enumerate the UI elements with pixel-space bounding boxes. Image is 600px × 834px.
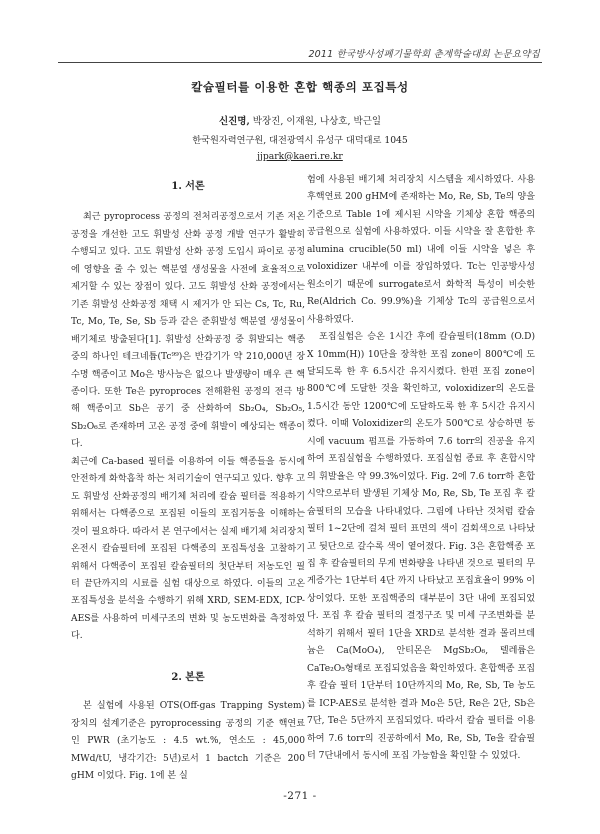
section-heading-body: 2. 본론 xyxy=(171,671,205,683)
affiliation: 한국원자력연구원, 대전광역시 유성구 대덕대로 1045 xyxy=(192,135,408,146)
author-line xyxy=(0,113,600,127)
paper-title: 칼슘필터를 이용한 혼합 핵종의 포집특성 xyxy=(191,80,409,94)
contact-email[interactable]: jjpark@kaeri.re.kr xyxy=(257,151,343,162)
section-heading-intro: 1. 서론 xyxy=(171,181,205,192)
intro-paragraph-1: 최근 pyroprocess 공정의 전처리공정으로서 기존 저온 공정을 개선한 고도 휘발성 산화 공정 개발 연구가 활발히 수행되고 있다. 고도 휘발성 산화 공정 도입시 파이로 공정에 영향을 줄 수 있는 핵분열 생성물을 사전에 효율적으로 제거할 수 있는 장점이 있다. 고도 휘발성 산화 공정에서는 기존 휘발성 산화공정 채택 시 제거가 안 되는 Cs, Tc, Ru, Tc, Mo, Te, Se, Sb 등과 같은 준휘발성 핵분열 생성물이 배기체로 방출된다[1]. 휘발성 산화공정 중 휘발되는 핵종 중의 하나인 테크네튬(Tc⁹⁹)은 반감기가 약 210,000년 장수명 핵종이고 Mo은 방사능은 없으나 발생량이 매우 큰 핵종이다. 또한 Te은 pyroproces 전해환원 공정의 전극 방해 핵종이고 Sb은 공기 중 산화하여 Sb₂O₄, Sb₂O₅, Sb₂O₆로 존재하며 고온 공정 중에 휘발이 예상되는 핵종이다. xyxy=(71,212,305,450)
body-paragraph-1: 본 실험에 사용된 OTS(Off-gas Trapping System) 장치의 설계기준은 pyroprocessing 공정의 기준 핵연료인 PWR (초기농도 : 4.5 wt.%, 연소도 : 45,000 MWd/tU, 냉각기간: 5년)로서 1 bactch 기준은 200 gHM 이었다. Fig. 1에 본 실 xyxy=(71,701,305,782)
right-column xyxy=(307,172,535,765)
body-paragraph-1-continued: 험에 사용된 배기체 처리장치 시스템을 제시하였다. 사용후핵연료 200 gHM에 존재하는 Mo, Re, Sb, Te의 양을 기준으로 Table 1에 제시된 시약을 기체상 혼합 핵종의 공급원으로 실험에 사용하였다. 이들 시약을 잘 혼합한 후 alumina crucible(50 ml) 내에 이들 시약을 넣은 후 voloxidizer 내부에 이를 장입하였다. Tc는 인공방사성 원소이기 때문에 surrogate로서 화학적 특성이 비슷한 Re(Aldrich Co. 99.9%)을 기체상 Tc의 공급원으로서 사용하였다. xyxy=(307,175,535,325)
co-authors: 박장진, 이재원, 나상호, 박근일 xyxy=(249,116,382,127)
intro-paragraph-2: 최근에 Ca-based 필터를 이용하여 이들 핵종들을 동시에 안전하게 화학흡착 하는 처리기술이 연구되고 있다. 향후 고도 휘발성 산화공정의 배기체 처리에 칼슘 필터를 적용하기 위해서는 다핵종으로 포집된 이들의 포집거동을 이해하는 것이 필요하다. 따라서 본 연구에서는 실제 배기체 처리장치 온전시 칼슘필터에 포집된 다핵종의 포집특성을 고찰하기 위해서 다핵종이 포집된 칼슘필터의 첫단부터 저농도인 필터 끝단까지의 시료를 실험 대상으로 하였다. 이들의 고온 포집특성을 분석을 수행하기 위해 XRD, SEM-EDX, ICP-AES를 사용하여 미세구조의 변화 및 농도변화를 측정하였다. xyxy=(71,456,305,642)
page-number: -271 - xyxy=(283,790,317,802)
header-rule xyxy=(58,62,542,63)
running-header: 2011 한국방사성폐기물학회 춘계학술대회 논문요약집 xyxy=(308,49,540,60)
lead-author: 신진명, xyxy=(218,116,250,127)
body-paragraph-2: 포집실험은 승온 1시간 후에 칼슘필터(18mm (O.D) X 10mm(H)) 10단을 장착한 포집 zone이 800℃에 도달되도록 한 후 6.5시간 유지시켰다. 한편 포집 zone이 800℃에 도달한 것을 확인하고, voloxidizer의 온도를 1.5시간 동안 1200℃에 도달하도록 한 후 5시간 유지시켰다. 이때 Voloxidizer의 온도가 500℃로 상승하면 동시에 vacuum 펌프를 가동하여 7.6 torr의 진공을 유지하여 포집실험을 수행하였다. 포집실험 종료 후 혼합시약의 휘발율은 약 99.3%이었다. Fig. 2에 7.6 torr하 혼합 시약으로부터 발생된 기체상 Mo, Re, Sb, Te 포집 후 칼슘필터의 모습을 나타내었다. 그림에 나타난 것처럼 칼슘 필터 1~2단에 걸쳐 필터 표면의 색이 검회색으로 나타났고 뒷단으로 갈수록 색이 옅어졌다. Fig. 3은 혼합핵종 포집 후 칼슘필터의 무게 변화량을 나타낸 것으로 필터의 무게증가는 1단부터 4단 까지 나타났고 포집효율이 99% 이상이었다. 또한 포집핵종의 대부분이 3단 내에 포집되었다. 포집 후 칼슘 필터의 결정구조 및 미세 구조변화를 분석하기 위해서 필터 1단을 XRD로 분석한 결과 몰리브데늄은 Ca(MoO₄), 안티몬은 MgSb₂O₆, 텔레륨은 CaTe₂O₅형태로 포집되었음을 확인하였다. 혼합핵종 포집 후 칼슘 필터 1단부터 10단까지의 Mo, Re, Sb, Te 농도를 ICP-AES로 분석한 결과 Mo은 5단, Re은 2단, Sb은 7단, Te은 5단까지 포집되었다. 따라서 칼슘 필터를 이용하여 7.6 torr의 진공하에서 Mo, Re, Sb, Te을 칼슘필터 7단내에서 동시에 포집 가능함을 확인할 수 있었다. xyxy=(307,332,536,761)
left-column xyxy=(71,172,305,786)
